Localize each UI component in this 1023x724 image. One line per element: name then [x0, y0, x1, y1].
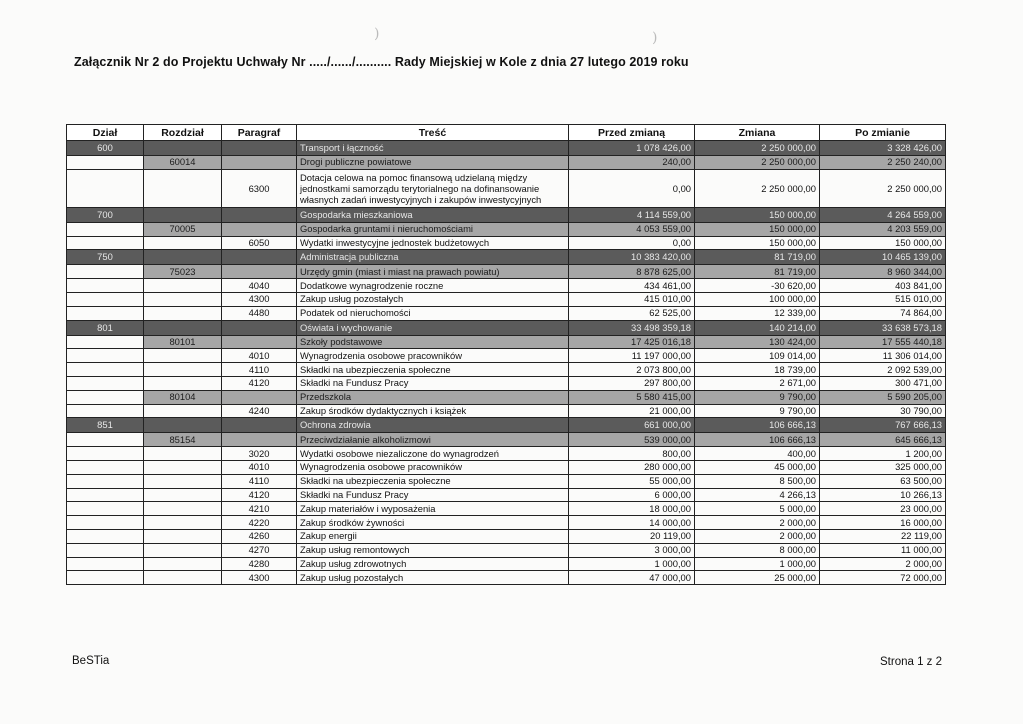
- cell-paragraf: 4010: [222, 349, 297, 363]
- cell-przed-zmiana: 20 119,00: [569, 529, 695, 543]
- page-number: Strona 1 z 2: [880, 656, 943, 668]
- cell-dzial: [67, 376, 144, 390]
- cell-rozdzial: 70005: [144, 222, 222, 236]
- cell-przed-zmiana: 280 000,00: [569, 460, 695, 474]
- cell-paragraf: 4120: [222, 488, 297, 502]
- cell-paragraf: 4300: [222, 571, 297, 585]
- cell-rozdzial: [144, 460, 222, 474]
- cell-przed-zmiana: 47 000,00: [569, 571, 695, 585]
- col-header-tresc: Treść: [297, 125, 569, 141]
- cell-przed-zmiana: 0,00: [569, 236, 695, 250]
- cell-po-zmianie: 74 864,00: [820, 306, 946, 320]
- cell-paragraf: 6300: [222, 169, 297, 207]
- cell-tresc: Drogi publiczne powiatowe: [297, 156, 569, 170]
- table-row: [67, 236, 946, 250]
- cell-tresc: Szkoły podstawowe: [297, 335, 569, 349]
- table-row: [67, 265, 946, 279]
- cell-dzial: [67, 460, 144, 474]
- cell-tresc: Składki na ubezpieczenia społeczne: [297, 474, 569, 488]
- cell-rozdzial: [144, 571, 222, 585]
- cell-przed-zmiana: 17 425 016,18: [569, 335, 695, 349]
- cell-dzial: [67, 557, 144, 571]
- cell-rozdzial: 85154: [144, 433, 222, 447]
- cell-zmiana: 150 000,00: [695, 236, 820, 250]
- cell-rozdzial: [144, 349, 222, 363]
- cell-paragraf: [222, 250, 297, 265]
- cell-paragraf: 4010: [222, 460, 297, 474]
- cell-przed-zmiana: 4 114 559,00: [569, 207, 695, 222]
- table-row: [67, 516, 946, 530]
- cell-po-zmianie: 3 328 426,00: [820, 141, 946, 156]
- col-header-rozdzial: Rozdział: [144, 125, 222, 141]
- cell-rozdzial: [144, 557, 222, 571]
- cell-tresc: Zakup usług pozostałych: [297, 571, 569, 585]
- cell-po-zmianie: 8 960 344,00: [820, 265, 946, 279]
- cell-rozdzial: [144, 543, 222, 557]
- cell-rozdzial: [144, 447, 222, 461]
- cell-paragraf: [222, 418, 297, 433]
- cell-przed-zmiana: 415 010,00: [569, 292, 695, 306]
- cell-zmiana: 106 666,13: [695, 433, 820, 447]
- cell-dzial: [67, 447, 144, 461]
- cell-przed-zmiana: 10 383 420,00: [569, 250, 695, 265]
- cell-tresc: Zakup energii: [297, 529, 569, 543]
- table-row: [67, 488, 946, 502]
- cell-tresc: Transport i łączność: [297, 141, 569, 156]
- cell-paragraf: [222, 222, 297, 236]
- cell-tresc: Administracja publiczna: [297, 250, 569, 265]
- cell-rozdzial: [144, 488, 222, 502]
- table-row: [67, 320, 946, 335]
- cell-po-zmianie: 63 500,00: [820, 474, 946, 488]
- cell-po-zmianie: 2 250 000,00: [820, 169, 946, 207]
- cell-zmiana: 9 790,00: [695, 390, 820, 404]
- table-row: [67, 502, 946, 516]
- cell-dzial: [67, 502, 144, 516]
- cell-tresc: Zakup środków dydaktycznych i książek: [297, 404, 569, 418]
- cell-tresc: Zakup usług remontowych: [297, 543, 569, 557]
- page-title: Załącznik Nr 2 do Projektu Uchwały Nr ...../....../.......... Rady Miejskiej w Kole z dnia 27 lutego 2019 roku: [74, 55, 689, 69]
- cell-po-zmianie: 10 266,13: [820, 488, 946, 502]
- cell-po-zmianie: 645 666,13: [820, 433, 946, 447]
- cell-tresc: Wydatki osobowe niezaliczone do wynagrodzeń: [297, 447, 569, 461]
- cell-paragraf: [222, 320, 297, 335]
- cell-przed-zmiana: 62 525,00: [569, 306, 695, 320]
- cell-przed-zmiana: 1 078 426,00: [569, 141, 695, 156]
- table-row: [67, 292, 946, 306]
- cell-tresc: Zakup usług pozostałych: [297, 292, 569, 306]
- cell-po-zmianie: 4 264 559,00: [820, 207, 946, 222]
- cell-przed-zmiana: 800,00: [569, 447, 695, 461]
- cell-zmiana: 5 000,00: [695, 502, 820, 516]
- cell-dzial: [67, 279, 144, 293]
- cell-rozdzial: [144, 306, 222, 320]
- scan-mark: ): [374, 26, 380, 42]
- cell-zmiana: 12 339,00: [695, 306, 820, 320]
- cell-po-zmianie: 30 790,00: [820, 404, 946, 418]
- cell-paragraf: 4220: [222, 516, 297, 530]
- cell-tresc: Składki na Fundusz Pracy: [297, 376, 569, 390]
- cell-po-zmianie: 150 000,00: [820, 236, 946, 250]
- table-row: [67, 349, 946, 363]
- cell-przed-zmiana: 434 461,00: [569, 279, 695, 293]
- cell-przed-zmiana: 33 498 359,18: [569, 320, 695, 335]
- cell-rozdzial: [144, 502, 222, 516]
- cell-po-zmianie: 300 471,00: [820, 376, 946, 390]
- cell-tresc: Przeciwdziałanie alkoholizmowi: [297, 433, 569, 447]
- cell-rozdzial: [144, 169, 222, 207]
- cell-rozdzial: [144, 292, 222, 306]
- cell-dzial: [67, 156, 144, 170]
- cell-przed-zmiana: 661 000,00: [569, 418, 695, 433]
- cell-rozdzial: [144, 141, 222, 156]
- cell-przed-zmiana: 18 000,00: [569, 502, 695, 516]
- cell-paragraf: 4210: [222, 502, 297, 516]
- cell-przed-zmiana: 2 073 800,00: [569, 363, 695, 377]
- cell-po-zmianie: 1 200,00: [820, 447, 946, 461]
- cell-przed-zmiana: 5 580 415,00: [569, 390, 695, 404]
- cell-tresc: Przedszkola: [297, 390, 569, 404]
- table-body: [67, 141, 946, 585]
- table-row: [67, 306, 946, 320]
- cell-paragraf: 4270: [222, 543, 297, 557]
- cell-paragraf: 4300: [222, 292, 297, 306]
- cell-tresc: Zakup środków żywności: [297, 516, 569, 530]
- cell-przed-zmiana: 297 800,00: [569, 376, 695, 390]
- cell-po-zmianie: 2 000,00: [820, 557, 946, 571]
- cell-tresc: Zakup materiałów i wyposażenia: [297, 502, 569, 516]
- cell-rozdzial: 60014: [144, 156, 222, 170]
- cell-paragraf: 6050: [222, 236, 297, 250]
- table-row: [67, 474, 946, 488]
- cell-po-zmianie: 5 590 205,00: [820, 390, 946, 404]
- cell-tresc: Gospodarka gruntami i nieruchomościami: [297, 222, 569, 236]
- cell-zmiana: 45 000,00: [695, 460, 820, 474]
- table-row: [67, 557, 946, 571]
- cell-paragraf: [222, 141, 297, 156]
- budget-table: [66, 124, 946, 585]
- table-row: [67, 363, 946, 377]
- table-row: [67, 447, 946, 461]
- cell-tresc: Podatek od nieruchomości: [297, 306, 569, 320]
- footer-brand: BeSTia: [72, 655, 110, 667]
- table-row: [67, 543, 946, 557]
- col-header-paragraf: Paragraf: [222, 125, 297, 141]
- cell-po-zmianie: 33 638 573,18: [820, 320, 946, 335]
- cell-tresc: Wynagrodzenia osobowe pracowników: [297, 460, 569, 474]
- cell-zmiana: 18 739,00: [695, 363, 820, 377]
- cell-przed-zmiana: 3 000,00: [569, 543, 695, 557]
- cell-tresc: Gospodarka mieszkaniowa: [297, 207, 569, 222]
- cell-zmiana: 140 214,00: [695, 320, 820, 335]
- cell-rozdzial: [144, 320, 222, 335]
- cell-rozdzial: 80101: [144, 335, 222, 349]
- cell-przed-zmiana: 4 053 559,00: [569, 222, 695, 236]
- table-row: [67, 404, 946, 418]
- cell-rozdzial: [144, 376, 222, 390]
- table-row: [67, 390, 946, 404]
- cell-tresc: Składki na ubezpieczenia społeczne: [297, 363, 569, 377]
- cell-po-zmianie: 515 010,00: [820, 292, 946, 306]
- table-row: [67, 156, 946, 170]
- cell-tresc: Składki na Fundusz Pracy: [297, 488, 569, 502]
- cell-przed-zmiana: 1 000,00: [569, 557, 695, 571]
- cell-zmiana: 150 000,00: [695, 222, 820, 236]
- cell-dzial: [67, 474, 144, 488]
- cell-dzial: [67, 390, 144, 404]
- cell-zmiana: 81 719,00: [695, 265, 820, 279]
- table-header-row: [67, 125, 946, 141]
- cell-paragraf: 4040: [222, 279, 297, 293]
- cell-zmiana: 2 250 000,00: [695, 169, 820, 207]
- col-header-zmiana: Zmiana: [695, 125, 820, 141]
- cell-rozdzial: [144, 363, 222, 377]
- table-row: [67, 169, 946, 207]
- cell-zmiana: 9 790,00: [695, 404, 820, 418]
- cell-dzial: [67, 306, 144, 320]
- cell-dzial: [67, 236, 144, 250]
- cell-paragraf: 4110: [222, 363, 297, 377]
- cell-paragraf: 4280: [222, 557, 297, 571]
- cell-rozdzial: [144, 404, 222, 418]
- cell-dzial: [67, 222, 144, 236]
- cell-paragraf: 4480: [222, 306, 297, 320]
- cell-po-zmianie: 2 250 240,00: [820, 156, 946, 170]
- cell-zmiana: 2 671,00: [695, 376, 820, 390]
- table-row: [67, 279, 946, 293]
- cell-rozdzial: 75023: [144, 265, 222, 279]
- cell-zmiana: 8 000,00: [695, 543, 820, 557]
- cell-po-zmianie: 10 465 139,00: [820, 250, 946, 265]
- cell-zmiana: 109 014,00: [695, 349, 820, 363]
- cell-paragraf: [222, 390, 297, 404]
- cell-zmiana: 130 424,00: [695, 335, 820, 349]
- cell-dzial: 851: [67, 418, 144, 433]
- cell-tresc: Ochrona zdrowia: [297, 418, 569, 433]
- cell-przed-zmiana: 11 197 000,00: [569, 349, 695, 363]
- cell-paragraf: 4240: [222, 404, 297, 418]
- cell-po-zmianie: 11 306 014,00: [820, 349, 946, 363]
- cell-tresc: Zakup usług zdrowotnych: [297, 557, 569, 571]
- cell-zmiana: 4 266,13: [695, 488, 820, 502]
- cell-po-zmianie: 17 555 440,18: [820, 335, 946, 349]
- cell-tresc: Wydatki inwestycyjne jednostek budżetowych: [297, 236, 569, 250]
- cell-rozdzial: [144, 529, 222, 543]
- table-row: [67, 141, 946, 156]
- cell-dzial: 750: [67, 250, 144, 265]
- cell-dzial: 600: [67, 141, 144, 156]
- table-row: [67, 571, 946, 585]
- cell-przed-zmiana: 8 878 625,00: [569, 265, 695, 279]
- table-row: [67, 433, 946, 447]
- table-row: [67, 376, 946, 390]
- cell-zmiana: 1 000,00: [695, 557, 820, 571]
- cell-po-zmianie: 22 119,00: [820, 529, 946, 543]
- table-row: [67, 335, 946, 349]
- cell-po-zmianie: 403 841,00: [820, 279, 946, 293]
- cell-przed-zmiana: 14 000,00: [569, 516, 695, 530]
- cell-zmiana: 81 719,00: [695, 250, 820, 265]
- table-row: [67, 250, 946, 265]
- cell-przed-zmiana: 539 000,00: [569, 433, 695, 447]
- cell-zmiana: 150 000,00: [695, 207, 820, 222]
- cell-dzial: [67, 265, 144, 279]
- cell-przed-zmiana: 21 000,00: [569, 404, 695, 418]
- cell-zmiana: 100 000,00: [695, 292, 820, 306]
- cell-rozdzial: [144, 207, 222, 222]
- cell-dzial: [67, 571, 144, 585]
- cell-dzial: [67, 363, 144, 377]
- cell-tresc: Oświata i wychowanie: [297, 320, 569, 335]
- table-row: [67, 529, 946, 543]
- table-row: [67, 207, 946, 222]
- cell-dzial: [67, 169, 144, 207]
- col-header-dzial: Dział: [67, 125, 144, 141]
- cell-po-zmianie: 4 203 559,00: [820, 222, 946, 236]
- cell-po-zmianie: 767 666,13: [820, 418, 946, 433]
- cell-rozdzial: [144, 418, 222, 433]
- cell-po-zmianie: 325 000,00: [820, 460, 946, 474]
- cell-dzial: [67, 335, 144, 349]
- cell-paragraf: [222, 335, 297, 349]
- cell-po-zmianie: 72 000,00: [820, 571, 946, 585]
- cell-paragraf: [222, 156, 297, 170]
- cell-paragraf: 4110: [222, 474, 297, 488]
- cell-dzial: [67, 349, 144, 363]
- cell-paragraf: 3020: [222, 447, 297, 461]
- cell-przed-zmiana: 6 000,00: [569, 488, 695, 502]
- cell-zmiana: 8 500,00: [695, 474, 820, 488]
- cell-przed-zmiana: 240,00: [569, 156, 695, 170]
- cell-zmiana: 106 666,13: [695, 418, 820, 433]
- cell-rozdzial: [144, 236, 222, 250]
- col-header-przed-zmiana: Przed zmianą: [569, 125, 695, 141]
- cell-po-zmianie: 23 000,00: [820, 502, 946, 516]
- cell-paragraf: [222, 207, 297, 222]
- cell-dzial: [67, 292, 144, 306]
- cell-przed-zmiana: 0,00: [569, 169, 695, 207]
- cell-rozdzial: [144, 279, 222, 293]
- cell-dzial: 700: [67, 207, 144, 222]
- cell-dzial: [67, 529, 144, 543]
- cell-zmiana: 2 000,00: [695, 529, 820, 543]
- cell-paragraf: 4120: [222, 376, 297, 390]
- table-row: [67, 460, 946, 474]
- cell-dzial: 801: [67, 320, 144, 335]
- cell-tresc: Dodatkowe wynagrodzenie roczne: [297, 279, 569, 293]
- cell-po-zmianie: 2 092 539,00: [820, 363, 946, 377]
- cell-po-zmianie: 11 000,00: [820, 543, 946, 557]
- cell-rozdzial: [144, 250, 222, 265]
- table-row: [67, 222, 946, 236]
- cell-zmiana: 2 250 000,00: [695, 156, 820, 170]
- scan-mark: ): [652, 30, 658, 46]
- cell-paragraf: [222, 433, 297, 447]
- cell-dzial: [67, 404, 144, 418]
- table-row: [67, 418, 946, 433]
- cell-rozdzial: 80104: [144, 390, 222, 404]
- col-header-po-zmianie: Po zmianie: [820, 125, 946, 141]
- cell-dzial: [67, 433, 144, 447]
- cell-tresc: Urzędy gmin (miast i miast na prawach powiatu): [297, 265, 569, 279]
- cell-zmiana: -30 620,00: [695, 279, 820, 293]
- cell-dzial: [67, 543, 144, 557]
- cell-zmiana: 2 000,00: [695, 516, 820, 530]
- cell-przed-zmiana: 55 000,00: [569, 474, 695, 488]
- cell-dzial: [67, 488, 144, 502]
- cell-zmiana: 25 000,00: [695, 571, 820, 585]
- cell-rozdzial: [144, 474, 222, 488]
- cell-zmiana: 400,00: [695, 447, 820, 461]
- cell-zmiana: 2 250 000,00: [695, 141, 820, 156]
- cell-tresc: Wynagrodzenia osobowe pracowników: [297, 349, 569, 363]
- cell-tresc: Dotacja celowa na pomoc finansową udzielaną między jednostkami samorządu terytorialnego na dofinansowanie własnych zadań inwestycyjnych i zakupów inwestycyjnych: [297, 169, 569, 207]
- cell-paragraf: 4260: [222, 529, 297, 543]
- cell-paragraf: [222, 265, 297, 279]
- cell-po-zmianie: 16 000,00: [820, 516, 946, 530]
- cell-rozdzial: [144, 516, 222, 530]
- cell-dzial: [67, 516, 144, 530]
